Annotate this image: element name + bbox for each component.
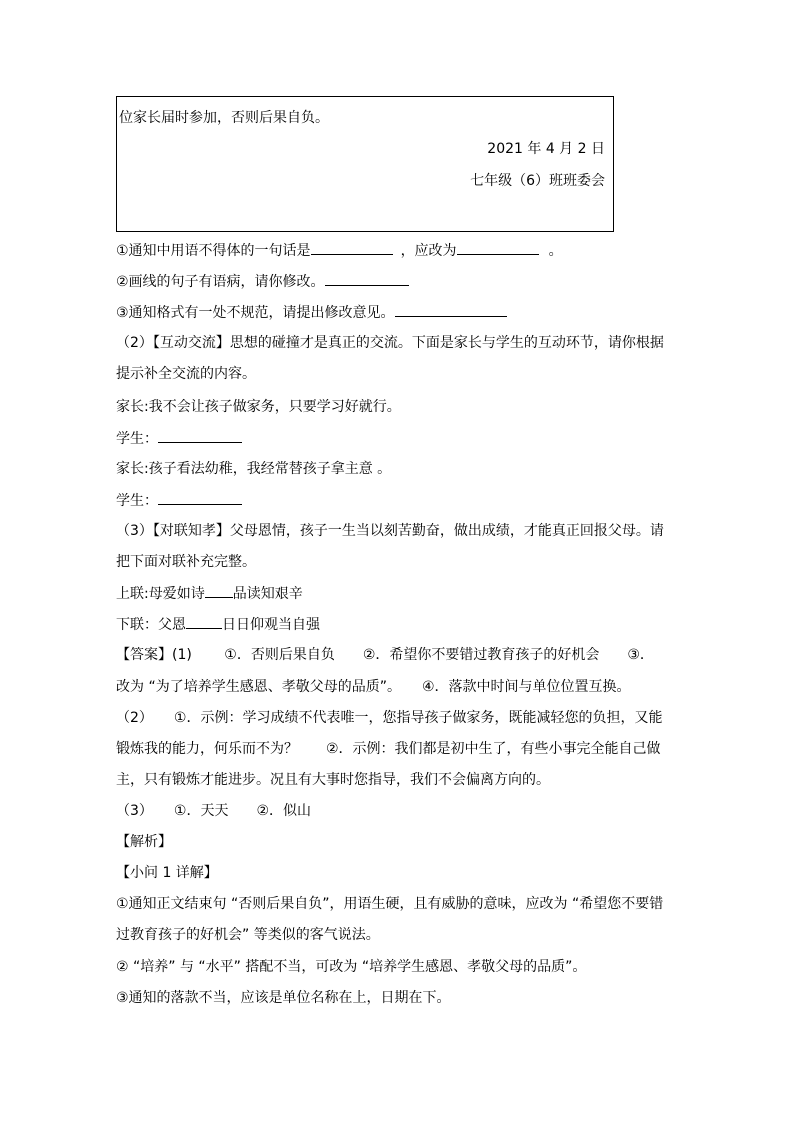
answer-blank [158, 428, 242, 443]
answer-blank [311, 240, 393, 255]
q1-a-prefix: ①通知中用语不得体的一句话是 [116, 243, 311, 259]
analysis-sub-heading: 【小问 1 详解】 [116, 865, 218, 881]
analysis-heading: 【解析】 [116, 834, 172, 850]
q3-lower-a: 下联：父恩 [116, 617, 186, 633]
q1-c-text: ③通知格式有一处不规范，请提出修改意见。 [116, 305, 395, 321]
notice-body-tail: 位家长届时参加，否则后果自负。 [119, 110, 329, 126]
analysis-p2: ② “培养” 与 “水平” 搭配不当，可改为 “培养学生感恩、孝敬父母的品质”。 [116, 959, 587, 975]
q1-a-end: 。 [548, 243, 563, 259]
q2-student-2-label: 学生： [116, 493, 158, 509]
q2-student-1 [116, 428, 242, 449]
analysis-p1-line-1: ①通知正文结束句 “否则后果自负”，用语生硬，且有威胁的意味，应改为 “希望您不要错 [116, 896, 664, 912]
answer-blank [186, 614, 222, 629]
q2-student-1-label: 学生： [116, 431, 158, 447]
answer-blank [205, 583, 233, 598]
q1-b [116, 271, 409, 292]
answer-blank [457, 240, 539, 255]
q3-upper [116, 583, 303, 604]
q1-b-text: ②画线的句子有语病，请你修改。 [116, 274, 325, 290]
answer-line-4: 锻炼我的能力，何乐而不为？ ②．示例：我们都是初中生了，有些小事完全能自己做 [116, 741, 661, 757]
answer-blank [158, 490, 242, 505]
q2-student-2 [116, 490, 242, 511]
answer-line-5: 主，只有锻炼才能进步。况且有大事时您指导，我们不会偏离方向的。 [116, 772, 550, 788]
answer-line-3: （2） ①．示例：学习成绩不代表唯一，您指导孩子做家务，既能减轻您的负担，又能 [116, 710, 663, 726]
notice-signer: 七年级（6）班班委会 [470, 173, 605, 189]
q2-intro-2: 提示补全交流的内容。 [116, 366, 256, 382]
q2-intro-1: （2）【互动交流】思想的碰撞才是真正的交流。下面是家长与学生的互动环节，请你根据 [116, 335, 664, 351]
answer-blank [395, 302, 507, 317]
notice-date: 2021 年 4 月 2 日 [487, 141, 605, 157]
answer-line-2: 改为 “为了培养学生感恩、孝敬父母的品质”。 ④．落款中时间与单位位置互换。 [116, 679, 631, 695]
q2-parent-2: 家长:孩子看法幼稚，我经常替孩子拿主意 。 [116, 461, 392, 477]
q1-c [116, 302, 507, 323]
q1-a-mid: ，应改为 [400, 243, 457, 259]
notice-box [116, 96, 614, 232]
q2-parent-1: 家长:我不会让孩子做家务，只要学习好就行。 [116, 399, 401, 415]
q3-lower-b: 日日仰观当自强 [222, 617, 320, 633]
q3-upper-b: 品读知艰辛 [232, 586, 303, 602]
q3-intro-2: 把下面对联补充完整。 [116, 554, 256, 570]
analysis-p1-line-2: 过教育孩子的好机会” 等类似的客气说法。 [116, 927, 380, 943]
answer-line-1: 【答案】(1) ①．否则后果自负 ②．希望你不要错过教育孩子的好机会 ③． [116, 647, 654, 663]
q1-a [116, 240, 563, 261]
analysis-p3: ③通知的落款不当，应该是单位名称在上，日期在下。 [116, 990, 451, 1006]
answer-blank [325, 271, 409, 286]
q3-intro-1: （3）【对联知孝】父母恩情，孩子一生当以刻苦勤奋，做出成绩，才能真正回报父母。请 [116, 523, 664, 539]
q3-upper-a: 上联:母爱如诗 [116, 586, 205, 602]
q3-lower [116, 614, 320, 635]
answer-line-6: （3） ①．天天 ②．似山 [116, 803, 312, 819]
